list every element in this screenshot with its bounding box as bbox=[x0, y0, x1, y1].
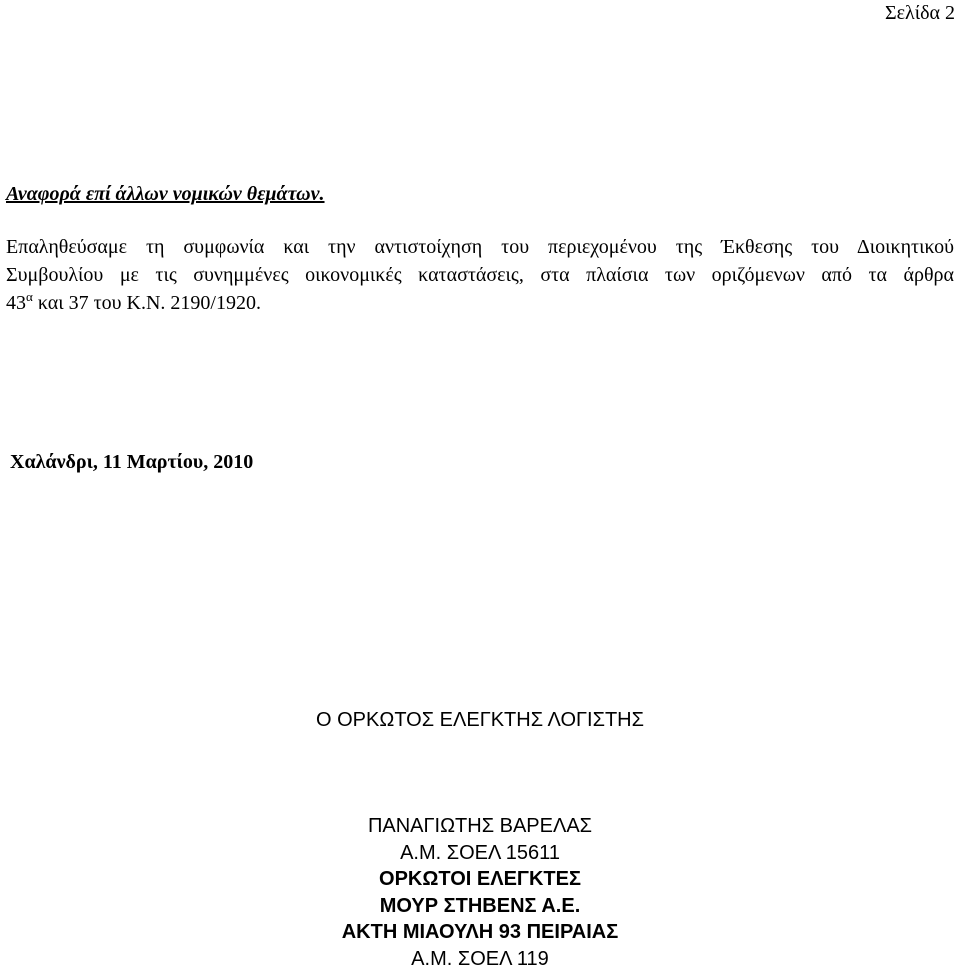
firm-type: ΟΡΚΩΤΟΙ ΕΛΕΓΚΤΕΣ bbox=[379, 868, 581, 890]
auditor-name: ΠΑΝΑΓΙΩΤΗΣ ΒΑΡΕΛΑΣ bbox=[367, 815, 593, 837]
auditor-title: Ο ΟΡΚΩΤΟΣ ΕΛΕΓΚΤΗΣ ΛΟΓΙΣΤΗΣ bbox=[316, 709, 644, 731]
article-superscript: α bbox=[26, 289, 33, 304]
section-heading: Αναφορά επί άλλων νομικών θεμάτων. bbox=[6, 183, 325, 205]
auditor-registration: Α.Μ. ΣΟΕΛ 15611 bbox=[400, 842, 560, 864]
paragraph-line-2: Συμβουλίου με τις συνημμένες οικονομικές καταστάσεις, στα πλαίσια των οριζόμενων από τα άρθρα bbox=[6, 264, 954, 286]
law-reference: και 37 του Κ.Ν. 2190/1920. bbox=[32, 292, 261, 314]
company-name: ΜΟΥΡ ΣΤΗΒΕΝΣ Α.Ε. bbox=[379, 895, 581, 917]
company-address: ΑΚΤΗ ΜΙΑΟΥΛΗ 93 ΠΕΙΡΑΙΑΣ bbox=[341, 921, 619, 943]
place-date: Χαλάνδρι, 11 Μαρτίου, 2010 bbox=[10, 451, 254, 473]
firm-registration: Α.Μ. ΣΟΕΛ 119 bbox=[411, 948, 549, 970]
paragraph-line-1: Επαληθεύσαμε τη συμφωνία και την αντιστοίχηση του περιεχομένου της Έκθεσης του Διοικητικού bbox=[6, 236, 954, 258]
paragraph-line-3 bbox=[6, 289, 261, 314]
article-number: 43 bbox=[6, 292, 26, 314]
page-number: Σελίδα 2 bbox=[884, 2, 955, 24]
